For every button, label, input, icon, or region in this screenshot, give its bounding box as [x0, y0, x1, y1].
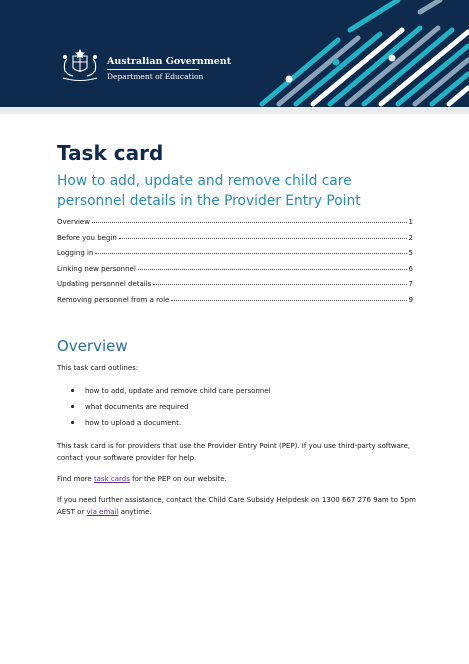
org-line1: Australian Government	[107, 56, 232, 67]
toc-item[interactable]	[57, 219, 413, 235]
org-line2: Department of Education	[107, 72, 204, 81]
toc-leader	[95, 253, 406, 254]
toc-leader	[119, 238, 407, 239]
list-item: how to upload a document.	[57, 415, 271, 431]
toc-label: Before you begin	[57, 233, 117, 242]
document-subtitle: How to add, update and remove child care personnel details in the Provider Entry Point	[57, 173, 361, 209]
toc-page-number: 7	[408, 280, 413, 289]
overview-bullet-list	[57, 383, 271, 431]
header-underline-band	[0, 107, 469, 114]
toc-leader	[153, 284, 406, 285]
task-cards-link[interactable]: task cards	[93, 475, 130, 483]
email-link[interactable]: via email	[86, 508, 119, 516]
toc-item[interactable]	[57, 235, 413, 251]
toc-page-number: 6	[408, 264, 413, 273]
table-of-contents	[57, 219, 413, 313]
header-banner	[0, 0, 469, 107]
toc-item[interactable]	[57, 281, 413, 297]
toc-page-number: 5	[408, 249, 413, 258]
para-text: Find more	[57, 475, 94, 483]
toc-item[interactable]	[57, 250, 413, 266]
toc-label: Removing personnel from a role	[57, 295, 170, 304]
overview-heading: Overview	[57, 337, 128, 355]
overview-intro: This task card outlines:	[57, 364, 139, 372]
toc-label: Overview	[57, 218, 90, 226]
toc-label: Logging in	[57, 249, 94, 258]
toc-page-number: 1	[408, 218, 413, 226]
helpdesk-paragraph	[57, 494, 417, 518]
toc-leader	[92, 222, 407, 223]
para-text: for the PEP on our website.	[129, 475, 227, 483]
pep-info-paragraph: This task card is for providers that use the Provider Entry Point (PEP). If you use third-party software, contact your software provider for help.	[57, 442, 411, 462]
toc-item[interactable]	[57, 297, 413, 313]
para-text: If you need further assistance, contact the Child Care Subsidy Helpdesk on 1300 667 276 9am to 5pm AEST or	[57, 496, 416, 516]
toc-page-number: 2	[408, 233, 413, 242]
toc-leader	[138, 269, 407, 270]
task-cards-paragraph	[57, 473, 417, 485]
toc-leader	[171, 300, 406, 301]
toc-label: Linking new personnel	[57, 264, 136, 273]
toc-item[interactable]	[57, 266, 413, 282]
para-text: anytime.	[118, 508, 152, 516]
list-item: what documents are required	[57, 399, 271, 415]
decorative-stripes	[0, 0, 469, 107]
document-title: Task card	[57, 141, 164, 165]
list-item: how to add, update and remove child care personnel	[57, 383, 271, 399]
toc-page-number: 9	[408, 295, 413, 304]
toc-label: Updating personnel details	[57, 280, 152, 289]
